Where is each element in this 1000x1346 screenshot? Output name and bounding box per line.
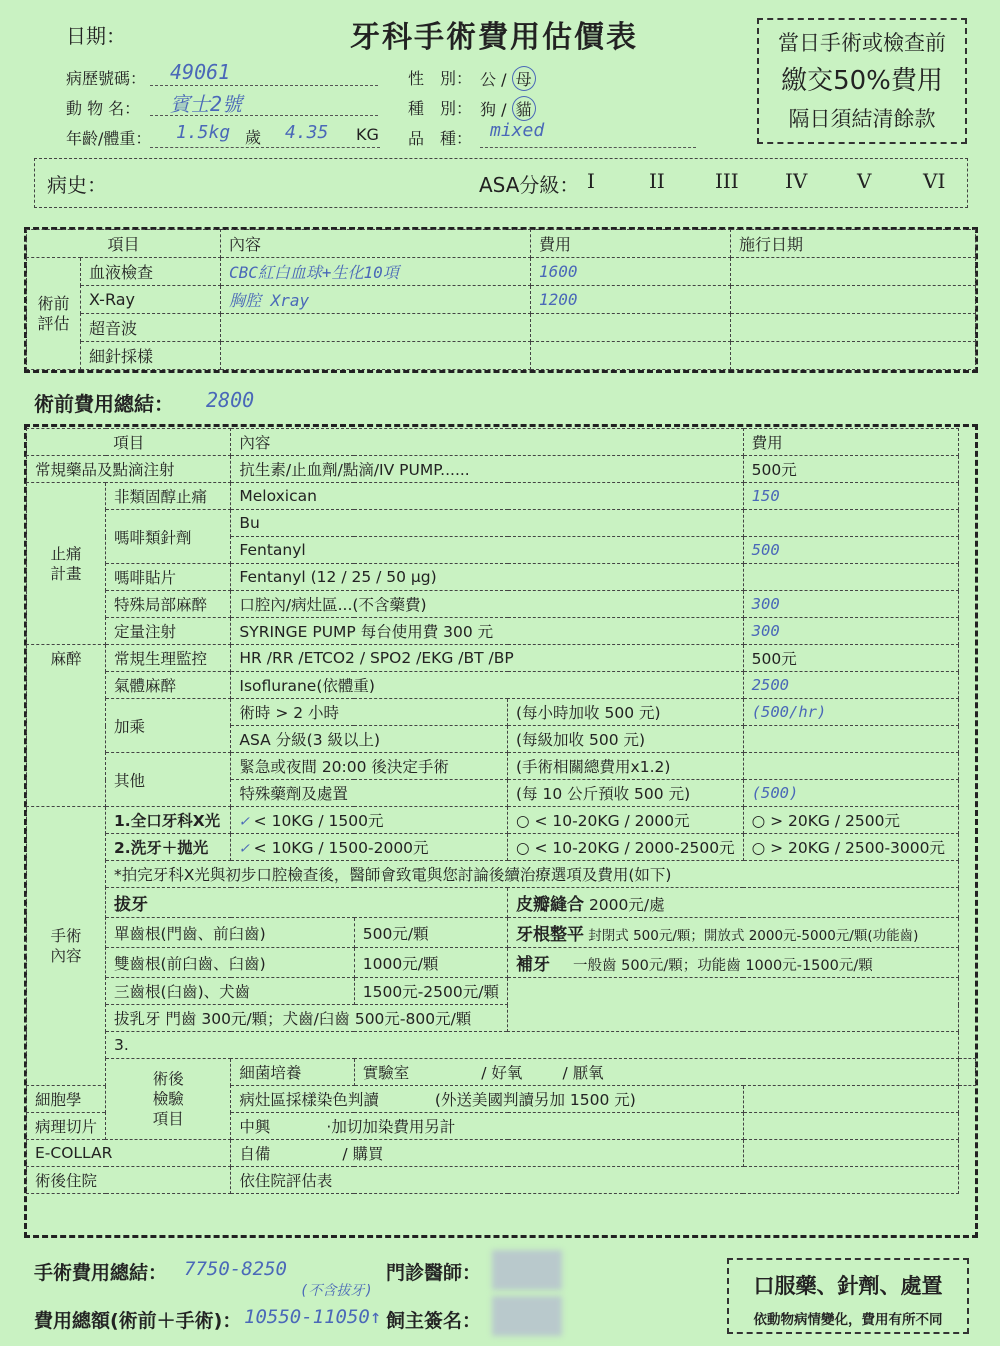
post-item: 細菌培養: [231, 1059, 354, 1086]
doctor-label: 門診醫師：: [386, 1262, 482, 1284]
preop-item: X-Ray: [81, 286, 221, 314]
history-label: 病史：: [47, 173, 107, 197]
payment-notice: [757, 18, 967, 144]
extract-row-a: 雙齒根(前臼齒、臼齒): [106, 948, 355, 978]
preop-header-date: 施行日期: [731, 230, 976, 258]
ecollar-fee[interactable]: [743, 1140, 958, 1167]
ecollar-content: [231, 1140, 743, 1167]
root-label: 牙根整平: [516, 925, 584, 945]
flap-label: 皮瓣縫合: [516, 895, 584, 915]
extract-row-a: 單齒根(門齒、前臼齒): [106, 918, 355, 948]
asa-label: ASA分級：: [479, 173, 580, 197]
pain-content: Fentanyl (12 / 25 / 50 µg): [231, 564, 743, 591]
asa-level-1[interactable]: I: [587, 169, 595, 193]
asa-level-6[interactable]: VI: [923, 169, 946, 193]
medication-box: [727, 1258, 969, 1334]
page-title: 牙科手術費用估價表: [350, 20, 638, 55]
ecollar-content-b: / 購買: [342, 1145, 384, 1163]
pain-fee[interactable]: [743, 510, 958, 537]
pain-content: Bu: [231, 510, 743, 537]
proc1-opt-small[interactable]: ✓ < 10KG / 1500元: [231, 807, 508, 834]
post-fee[interactable]: [959, 1059, 976, 1086]
species-options: 狗 /: [480, 100, 507, 119]
pain-fee[interactable]: 150: [743, 483, 958, 510]
pain-fee[interactable]: [743, 564, 958, 591]
pain-fee[interactable]: 300: [743, 618, 958, 645]
post-content: [231, 1113, 743, 1140]
filling-label: 補牙: [516, 955, 550, 975]
preop-content[interactable]: 胸腔 Xray: [221, 286, 531, 314]
surgery-table: [26, 428, 976, 1194]
preop-date[interactable]: [731, 286, 976, 314]
pain-content: Meloxican: [231, 483, 743, 510]
preop-item: 血液檢查: [81, 258, 221, 286]
preop-fee[interactable]: 1600: [531, 258, 731, 286]
post-item: 細胞學: [27, 1086, 106, 1113]
record-label: 病歷號碼：: [66, 69, 147, 88]
surgery-header-content: 內容: [231, 429, 743, 456]
extract-deciduous: 拔乳牙 門齒 300元/顆；犬齒/臼齒 500元-800元/顆: [106, 1005, 508, 1032]
age-label: 年齡/體重：: [66, 129, 152, 148]
surgery-total-value[interactable]: 7750-8250: [184, 1258, 287, 1280]
pain-item: 特殊局部麻醉: [106, 591, 231, 618]
anes-content: 術時 > 2 小時: [231, 699, 508, 726]
preop-header-item: 項目: [27, 230, 221, 258]
record-field[interactable]: [150, 60, 378, 86]
doctor-signature[interactable]: [492, 1250, 562, 1290]
age-value: 1.5kg: [176, 122, 231, 143]
extract-row-a: 三齒根(臼齒)、犬齒: [106, 978, 355, 1005]
extract-row-b: 1500元-2500元/顆: [354, 978, 507, 1005]
age-unit: 歲: [245, 128, 262, 147]
anes-note: (手術相關總費用x1.2): [508, 753, 744, 780]
pain-item: 定量注射: [106, 618, 231, 645]
asa-level-2[interactable]: II: [649, 169, 665, 193]
routine-item: 常規藥品及點滴注射: [27, 456, 231, 483]
preop-fee[interactable]: [531, 314, 731, 342]
proc2-opt-large[interactable]: ○ > 20KG / 2500-3000元: [743, 834, 958, 861]
extract-blank: [508, 978, 959, 1032]
breed-field[interactable]: [480, 120, 696, 148]
anes-item: 氣體麻醉: [106, 672, 231, 699]
name-field[interactable]: [150, 88, 378, 116]
preop-header-content: 內容: [221, 230, 531, 258]
proc1-opt-small-text: < 10KG / 1500元: [253, 812, 384, 830]
pain-content: SYRINGE PUMP 每台使用費 300 元: [231, 618, 743, 645]
grand-total-value[interactable]: 10550-11050↑: [244, 1306, 382, 1328]
preop-content[interactable]: CBC紅白血球+生化10項: [221, 258, 531, 286]
post-content: [354, 1059, 958, 1086]
anes-group-label: 麻醉: [27, 645, 106, 807]
history-bar: [34, 158, 968, 208]
date-label: 日期：: [66, 24, 126, 48]
species-label: 種 別：: [408, 99, 473, 118]
flap-row: [508, 888, 959, 918]
record-value: 49061: [170, 60, 231, 84]
surgery-header-item: 項目: [27, 429, 231, 456]
anes-fee[interactable]: 2500: [743, 672, 958, 699]
pain-item: 非類固醇止痛: [106, 483, 231, 510]
ecollar-item: E-COLLAR: [27, 1140, 231, 1167]
anes-content: ASA 分級(3 級以上): [231, 726, 508, 753]
owner-signature[interactable]: [492, 1296, 562, 1336]
sex-options: 公 /: [480, 70, 507, 89]
pain-item: 嗎啡貼片: [106, 564, 231, 591]
hosp-item: 術後住院: [27, 1167, 231, 1194]
anes-fee[interactable]: (500): [743, 780, 958, 807]
preop-item: 超音波: [81, 314, 221, 342]
proc1-label: 1.全口牙科X光: [106, 807, 231, 834]
notice-line-2: 繳交50%費用: [781, 66, 943, 96]
anes-note: (每小時加收 500 元): [508, 699, 744, 726]
preop-table: [26, 229, 976, 370]
name-value: 賓士2號: [170, 92, 243, 116]
species-field[interactable]: [480, 96, 536, 121]
post-group-label: 術後 檢驗 項目: [106, 1059, 231, 1140]
anes-fee[interactable]: [743, 753, 958, 780]
name-label: 動 物 名：: [66, 99, 141, 118]
preop-content[interactable]: [221, 314, 531, 342]
weight-value: 4.35: [285, 122, 329, 143]
notice-line-1: 當日手術或檢查前: [778, 31, 946, 55]
medication-box-subtitle: 依動物病情變化，費用有所不同: [753, 1312, 943, 1328]
anes-item: 加乘: [106, 699, 231, 753]
pain-content: Fentanyl: [231, 537, 743, 564]
pain-fee[interactable]: 500: [743, 537, 958, 564]
extract-label: 拔牙: [106, 888, 508, 918]
preop-fee[interactable]: 1200: [531, 286, 731, 314]
anes-note: (每 10 公斤預收 500 元): [508, 780, 744, 807]
grand-total-label: 費用總額(術前＋手術)：: [34, 1310, 242, 1332]
breed-value: mixed: [490, 120, 545, 141]
post-content-a: 病灶區採樣染色判讀: [239, 1091, 379, 1109]
proc2-opt-mid[interactable]: ○ < 10-20KG / 2000-2500元: [508, 834, 744, 861]
anes-fee[interactable]: (500/hr): [743, 699, 958, 726]
post-content-b: (外送美國判讀另加 1500 元): [434, 1091, 636, 1109]
medication-box-title: 口服藥、針劑、處置: [753, 1274, 943, 1298]
preop-total-value[interactable]: 2800: [206, 388, 255, 412]
preop-item: 細針採樣: [81, 342, 221, 370]
proc2-opt-small[interactable]: ✓ < 10KG / 1500-2000元: [231, 834, 508, 861]
extract-row-b: 1000元/顆: [354, 948, 507, 978]
species-selected: 貓: [512, 96, 536, 121]
proc2-opt-small-text: < 10KG / 1500-2000元: [253, 839, 429, 857]
preop-group-label: 術前 評估: [27, 258, 81, 370]
surgery-header-fee: 費用: [743, 429, 958, 456]
pain-item: 嗎啡類針劑: [106, 510, 231, 564]
post-content-b: ‧加切加染費用另計: [326, 1118, 456, 1136]
asa-level-3[interactable]: III: [715, 169, 739, 193]
post-fee[interactable]: [743, 1086, 958, 1113]
filling-row: [508, 948, 959, 978]
hosp-content: 依住院評估表: [231, 1167, 959, 1194]
filling-fee: 一般齒 500元/顆；功能齒 1000元-1500元/顆: [573, 958, 873, 974]
pain-content: 口腔內/病灶區...(不含藥費): [231, 591, 743, 618]
pain-fee[interactable]: 300: [743, 591, 958, 618]
flap-fee: 2000元/處: [588, 896, 665, 914]
owner-label: 飼主簽名：: [386, 1310, 482, 1332]
surgery-total-label: 手術費用總結：: [34, 1262, 168, 1284]
pain-group-label: 止痛 計畫: [27, 483, 106, 645]
preop-total-label: 術前費用總結：: [34, 392, 174, 416]
root-fee: 封閉式 500元/顆；開放式 2000元-5000元/顆(功能齒): [588, 928, 919, 944]
post-content-c: / 厭氧: [562, 1064, 604, 1082]
post-content-a: 中興: [239, 1118, 271, 1136]
sex-field[interactable]: [480, 66, 536, 91]
routine-content: 抗生素/止血劑/點滴/IV PUMP......: [231, 456, 743, 483]
anes-content: 特殊藥劑及處置: [231, 780, 508, 807]
post-content-b: / 好氧: [481, 1064, 523, 1082]
post-content: [231, 1086, 743, 1113]
preop-header-fee: 費用: [531, 230, 731, 258]
grand-total-note: (不含拔牙): [300, 1283, 373, 1299]
ecollar-content-a: 自備: [239, 1145, 271, 1163]
anes-fee: 500元: [743, 645, 958, 672]
proc2-label: 2.洗牙＋拋光: [106, 834, 231, 861]
extract-row-b: 500元/顆: [354, 918, 507, 948]
anes-content: Isoflurane(依體重): [231, 672, 743, 699]
anes-fee[interactable]: [743, 726, 958, 753]
preop-date[interactable]: [731, 314, 976, 342]
breed-label: 品 種：: [408, 129, 473, 148]
proc1-opt-large[interactable]: ○ > 20KG / 2500元: [743, 807, 958, 834]
anes-item: 常規生理監控: [106, 645, 231, 672]
routine-fee: 500元: [743, 456, 958, 483]
proc-item-3: 3.: [106, 1032, 959, 1059]
anes-content: 緊急或夜間 20:00 後決定手術: [231, 753, 508, 780]
post-item: 病理切片: [27, 1113, 106, 1140]
age-weight-field[interactable]: [150, 120, 380, 148]
preop-date[interactable]: [731, 258, 976, 286]
preop-date[interactable]: [731, 342, 976, 370]
anes-content: HR /RR /ETCO2 / SPO2 /EKG /BT /BP: [231, 645, 743, 672]
asa-level-5[interactable]: V: [857, 169, 872, 193]
root-row: [508, 918, 959, 948]
preop-fee[interactable]: [531, 342, 731, 370]
notice-line-3: 隔日須結清餘款: [788, 107, 936, 131]
post-content-a: 實驗室: [362, 1064, 410, 1082]
proc1-opt-mid[interactable]: ○ < 10-20KG / 2000元: [508, 807, 744, 834]
anes-item: 其他: [106, 753, 231, 807]
anes-note: (每級加收 500 元): [508, 726, 744, 753]
weight-unit: KG: [356, 125, 379, 144]
asa-level-4[interactable]: IV: [785, 169, 808, 193]
proc-note: *拍完牙科X光與初步口腔檢查後，醫師會致電與您討論後續治療選項及費用(如下): [106, 861, 959, 888]
post-fee[interactable]: [743, 1113, 958, 1140]
sex-selected: 母: [512, 66, 536, 91]
proc-group-label: 手術 內容: [27, 807, 106, 1086]
preop-content[interactable]: [221, 342, 531, 370]
sex-label: 性 別：: [408, 69, 473, 88]
